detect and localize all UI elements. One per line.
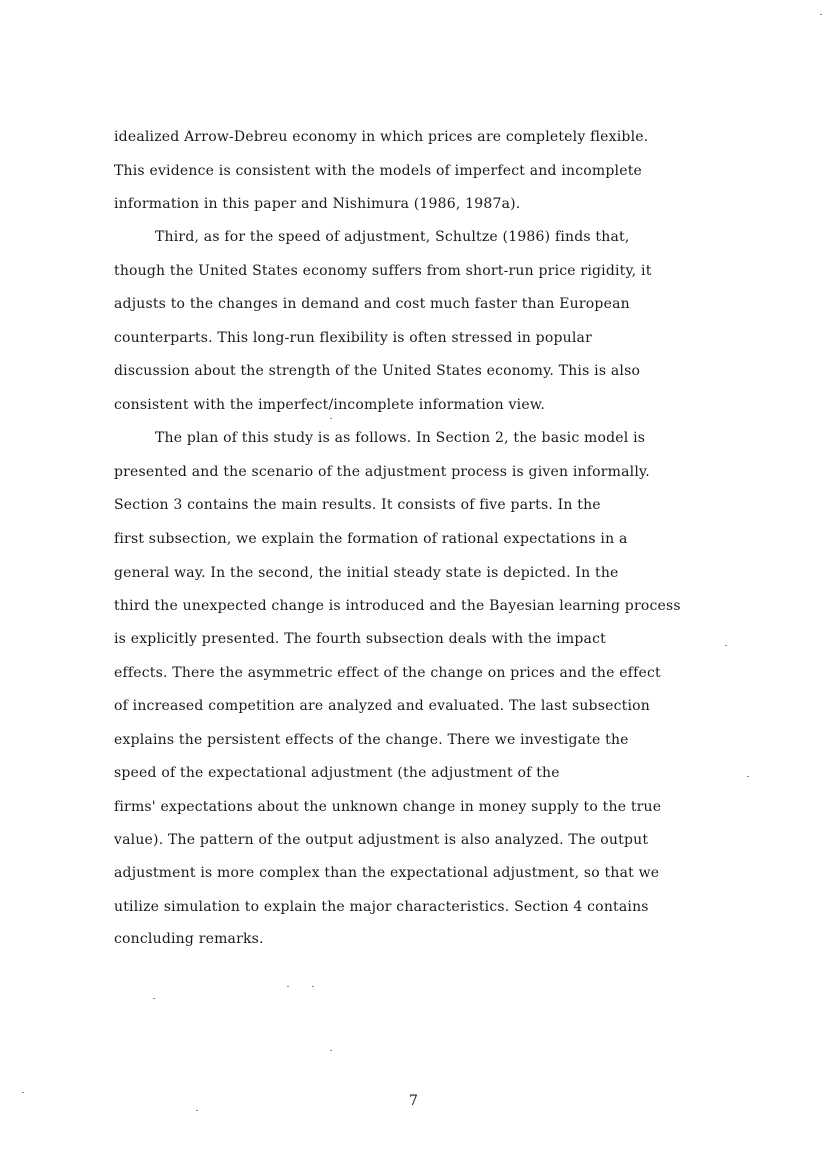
paragraph-3-line-9: of increased competition are analyzed and evaluated. The last subsection — [114, 698, 650, 714]
scan-speck — [287, 986, 289, 987]
paragraph-3-line-14: adjustment is more complex than the expectational adjustment, so that we — [114, 865, 660, 881]
paragraph-2-line-4: counterparts. This long-run flexibility is often stressed in popular — [114, 330, 592, 346]
paragraph-2-line-2: though the United States economy suffers from short-run price rigidity, it — [114, 263, 652, 279]
scan-speck — [196, 1110, 198, 1111]
scan-speck — [747, 776, 749, 777]
paragraph-3-line-3: Section 3 contains the main results. It consists of five parts. In the — [114, 497, 601, 513]
scan-speck — [330, 418, 332, 419]
paragraph-2-line-6: consistent with the imperfect/incomplete information view. — [114, 397, 545, 413]
paragraph-3-line-16: concluding remarks. — [114, 931, 264, 947]
paragraph-3-line-1: The plan of this study is as follows. In Section 2, the basic model is — [155, 430, 646, 446]
paragraph-3-line-5: general way. In the second, the initial steady state is depicted. In the — [114, 565, 619, 581]
scan-speck — [312, 986, 314, 987]
paragraph-3-line-13: value). The pattern of the output adjustment is also analyzed. The output — [114, 832, 649, 848]
paragraph-3-line-11: speed of the expectational adjustment (the adjustment of the — [114, 765, 560, 781]
scan-speck — [725, 645, 727, 646]
scan-speck — [820, 14, 822, 15]
scan-speck — [153, 998, 155, 999]
paragraph-3-line-15: utilize simulation to explain the major characteristics. Section 4 contains — [114, 899, 649, 915]
paragraph-2-line-5: discussion about the strength of the United States economy. This is also — [114, 363, 641, 379]
paragraph-1-line-2: This evidence is consistent with the models of imperfect and incomplete — [114, 163, 643, 179]
paragraph-3-line-8: effects. There the asymmetric effect of the change on prices and the effect — [114, 665, 661, 681]
paragraph-3-line-6: third the unexpected change is introduced and the Bayesian learning process — [114, 598, 681, 614]
paragraph-3-line-7: is explicitly presented. The fourth subsection deals with the impact — [114, 631, 606, 647]
page-number: 7 — [409, 1093, 418, 1109]
paragraph-3-line-10: explains the persistent effects of the change. There we investigate the — [114, 732, 629, 748]
paragraph-2-line-3: adjusts to the changes in demand and cost much faster than European — [114, 296, 630, 312]
paragraph-1-line-3: information in this paper and Nishimura (1986, 1987a). — [114, 196, 521, 212]
scan-speck — [330, 1050, 332, 1051]
scan-speck — [22, 1092, 24, 1093]
paragraph-3-line-12: firms' expectations about the unknown change in money supply to the true — [114, 799, 662, 815]
paragraph-1-line-1: idealized Arrow-Debreu economy in which prices are completely flexible. — [114, 129, 649, 145]
paragraph-3-line-2: presented and the scenario of the adjustment process is given informally. — [114, 464, 650, 480]
paragraph-2-line-1: Third, as for the speed of adjustment, Schultze (1986) finds that, — [155, 229, 630, 245]
paragraph-3-line-4: first subsection, we explain the formation of rational expectations in a — [114, 531, 628, 547]
